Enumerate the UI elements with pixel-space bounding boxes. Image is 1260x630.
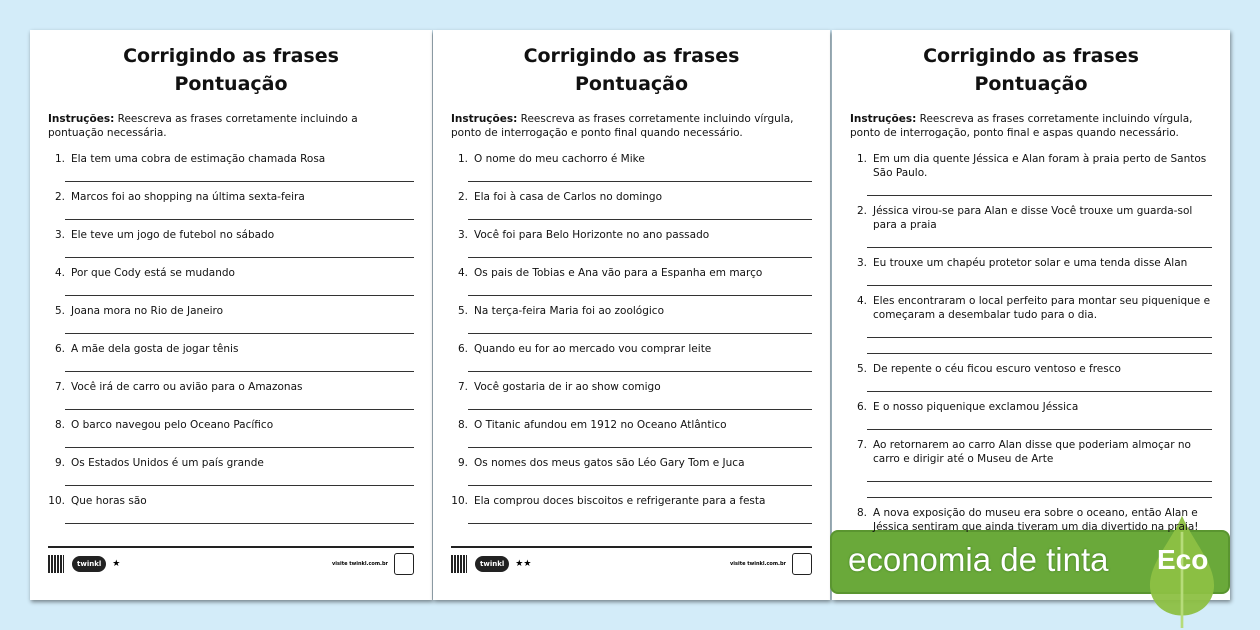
list-item: [451, 190, 812, 220]
list-item: [451, 494, 812, 524]
worksheet-title: Corrigindo as frases: [523, 45, 740, 67]
item-sentence: Eu trouxe um chapéu protetor solar e uma tenda disse Alan: [873, 257, 1188, 269]
sentence-list: [850, 152, 1212, 566]
item-sentence: Joana mora no Rio de Janeiro: [71, 305, 224, 317]
item-sentence: Eles encontraram o local perfeito para montar seu piquenique e começaram a desembalar tudo para o dia.: [873, 295, 1211, 321]
item-sentence: O Titanic afundou em 1912 no Oceano Atlântico: [474, 419, 727, 431]
item-number: 3.: [856, 257, 867, 269]
item-number: 10.: [48, 495, 65, 507]
item-number: 7.: [457, 381, 468, 393]
worksheet-subtitle: Pontuação: [174, 73, 288, 95]
item-number: 2.: [856, 205, 867, 217]
list-item: [451, 342, 812, 372]
item-sentence: Por que Cody está se mudando: [71, 267, 235, 279]
answer-line: [468, 432, 812, 448]
list-item: [451, 266, 812, 296]
list-item: [48, 266, 414, 296]
visit-link: visite twinkl.com.br: [730, 561, 786, 567]
list-item: [48, 190, 414, 220]
badge-icon: [394, 553, 414, 575]
item-number: 6.: [54, 343, 65, 355]
eco-banner-text: economia de tinta: [848, 541, 1109, 578]
item-sentence: Ela foi à casa de Carlos no domingo: [474, 191, 663, 203]
item-sentence: Os nomes dos meus gatos são Léo Gary Tom e Juca: [474, 457, 745, 469]
list-item: [48, 418, 414, 448]
twinkl-logo: twinkl: [72, 556, 106, 572]
list-item: [850, 256, 1212, 286]
instructions: [48, 112, 414, 140]
item-sentence: Em um dia quente Jéssica e Alan foram à praia perto de Santos São Paulo.: [873, 153, 1207, 179]
answer-line: [468, 470, 812, 486]
worksheet-title: Corrigindo as frases: [923, 45, 1139, 67]
list-item: [451, 228, 812, 258]
instructions-text: Reescreva as frases corretamente incluindo a pontuação necessária.: [48, 113, 358, 139]
list-item: [850, 362, 1212, 392]
answer-line: [867, 270, 1212, 286]
sentence-list: [451, 152, 812, 524]
list-item: [451, 456, 812, 486]
footer: [48, 546, 414, 576]
item-sentence: Os pais de Tobias e Ana vão para a Espanha em março: [474, 267, 763, 279]
visit-link: visite twinkl.com.br: [332, 561, 388, 567]
item-sentence: De repente o céu ficou escuro ventoso e fresco: [873, 363, 1121, 375]
sentence-list: [48, 152, 414, 524]
answer-line: [65, 508, 414, 524]
item-number: 7.: [856, 439, 867, 451]
item-sentence: Jéssica virou-se para Alan e disse Você trouxe um guarda-sol para a praia: [873, 205, 1193, 231]
instructions: [850, 112, 1212, 140]
answer-line: [65, 280, 414, 296]
answer-line: [867, 466, 1212, 482]
item-sentence: Que horas são: [71, 495, 147, 507]
instructions-label: Instruções:: [451, 113, 518, 125]
item-number: 4.: [54, 267, 65, 279]
qr-code-icon: [451, 555, 467, 573]
item-number: 1.: [856, 153, 867, 165]
answer-line: [468, 356, 812, 372]
item-number: 3.: [54, 229, 65, 241]
answer-line: [65, 470, 414, 486]
list-item: [451, 418, 812, 448]
list-item: [48, 456, 414, 486]
item-number: 9.: [457, 457, 468, 469]
item-sentence: Ela tem uma cobra de estimação chamada Rosa: [71, 153, 326, 165]
item-number: 5.: [856, 363, 867, 375]
item-number: 6.: [457, 343, 468, 355]
item-number: 4.: [457, 267, 468, 279]
qr-code-icon: [48, 555, 64, 573]
answer-line: [468, 508, 812, 524]
item-sentence: A mãe dela gosta de jogar tênis: [71, 343, 239, 355]
difficulty-stars: ★★: [515, 559, 532, 569]
answer-line: [867, 322, 1212, 338]
twinkl-logo: twinkl: [475, 556, 509, 572]
answer-line: [65, 318, 414, 334]
list-item: [850, 438, 1212, 498]
answer-line: [867, 232, 1212, 248]
list-item: [451, 152, 812, 182]
worksheet-title: Corrigindo as frases: [123, 45, 339, 67]
list-item: [850, 152, 1212, 196]
item-sentence: Na terça-feira Maria foi ao zoológico: [474, 305, 664, 317]
worksheet-page-1: [30, 30, 432, 600]
list-item: [850, 294, 1212, 354]
worksheet-subtitle: Pontuação: [974, 73, 1088, 95]
item-number: 5.: [54, 305, 65, 317]
answer-line: [468, 166, 812, 182]
item-sentence: Você foi para Belo Horizonte no ano passado: [474, 229, 710, 241]
answer-line: [65, 166, 414, 182]
item-number: 3.: [457, 229, 468, 241]
item-number: 2.: [457, 191, 468, 203]
instructions-label: Instruções:: [48, 113, 115, 125]
instructions-text: Reescreva as frases corretamente incluindo vírgula, ponto de interrogação e ponto final quando necessário.: [451, 113, 794, 139]
item-sentence: Você gostaria de ir ao show comigo: [474, 381, 661, 393]
item-number: 1.: [54, 153, 65, 165]
answer-line: [468, 318, 812, 334]
item-sentence: Ao retornarem ao carro Alan disse que poderiam almoçar no carro e dirigir até o Museu de Arte: [873, 439, 1191, 465]
item-number: 8.: [54, 419, 65, 431]
item-number: 8.: [856, 507, 867, 519]
item-sentence: Os Estados Unidos é um país grande: [71, 457, 264, 469]
item-number: 1.: [457, 153, 468, 165]
instructions: [451, 112, 812, 140]
item-sentence: O nome do meu cachorro é Mike: [474, 153, 645, 165]
item-number: 4.: [856, 295, 867, 307]
eco-label: Eco: [1157, 544, 1209, 575]
list-item: [48, 228, 414, 258]
difficulty-stars: ★: [112, 559, 121, 569]
answer-line: [65, 394, 414, 410]
item-number: 7.: [54, 381, 65, 393]
item-sentence: Ele teve um jogo de futebol no sábado: [71, 229, 275, 241]
answer-line: [468, 280, 812, 296]
item-sentence: Marcos foi ao shopping na última sexta-feira: [71, 191, 305, 203]
item-number: 6.: [856, 401, 867, 413]
answer-line: [867, 180, 1212, 196]
list-item: [48, 304, 414, 334]
item-sentence: Ela comprou doces biscoitos e refrigerante para a festa: [474, 495, 766, 507]
answer-line: [65, 356, 414, 372]
badge-icon: [792, 553, 812, 575]
answer-line: [867, 376, 1212, 392]
answer-line: [65, 432, 414, 448]
item-sentence: E o nosso piquenique exclamou Jéssica: [873, 401, 1079, 413]
list-item: [48, 380, 414, 410]
worksheet-page-3: [832, 30, 1230, 600]
item-sentence: O barco navegou pelo Oceano Pacífico: [71, 419, 274, 431]
item-number: 9.: [54, 457, 65, 469]
worksheet-subtitle: Pontuação: [574, 73, 689, 95]
list-item: [451, 380, 812, 410]
item-number: 2.: [54, 191, 65, 203]
list-item: [48, 494, 414, 524]
answer-line: [867, 414, 1212, 430]
answer-line: [468, 204, 812, 220]
item-sentence: A nova exposição do museu era sobre o oceano, então Alan e Jéssica sentiram que ainda tiveram um dia divertido na praia!: [873, 507, 1199, 533]
answer-line: [65, 204, 414, 220]
list-item: [48, 342, 414, 372]
answer-line: [867, 338, 1212, 354]
list-item: [850, 400, 1212, 430]
list-item: [451, 304, 812, 334]
item-sentence: Quando eu for ao mercado vou comprar leite: [474, 343, 712, 355]
answer-line: [65, 242, 414, 258]
list-item: [48, 152, 414, 182]
item-number: 10.: [451, 495, 468, 507]
item-number: 8.: [457, 419, 468, 431]
list-item: [850, 204, 1212, 248]
footer: [451, 546, 812, 576]
answer-line: [468, 394, 812, 410]
answer-line: [867, 482, 1212, 498]
instructions-text: Reescreva as frases corretamente incluindo vírgula, ponto de interrogação, ponto final e aspas quando necessário.: [850, 113, 1193, 139]
instructions-label: Instruções:: [850, 113, 917, 125]
worksheet-page-2: [433, 30, 830, 600]
item-number: 5.: [457, 305, 468, 317]
item-sentence: Você irá de carro ou avião para o Amazonas: [71, 381, 303, 393]
answer-line: [468, 242, 812, 258]
